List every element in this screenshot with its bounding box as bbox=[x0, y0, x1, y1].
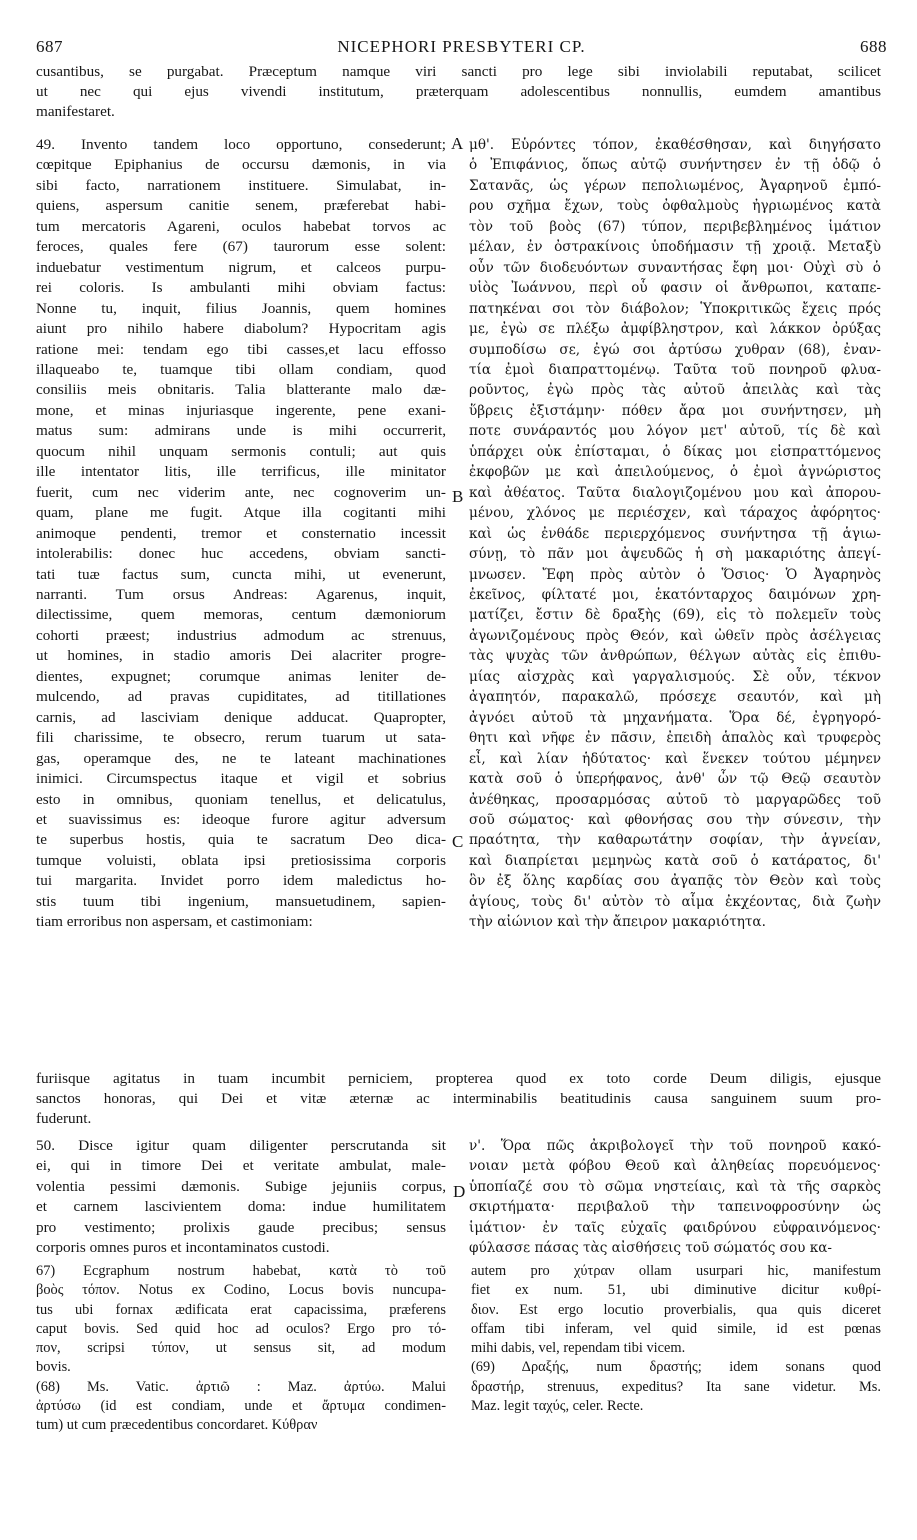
right-page-number: 688 bbox=[860, 37, 887, 56]
text-line: ρου σχῆμα ἔχων, τοὺς ὀφθαλμοὺς ἠγριωμένος κατὰ bbox=[469, 198, 881, 215]
text-line: βοὸς τόπον. Notus ex Codino, Locus bovis nuncupa- bbox=[36, 1282, 446, 1299]
bridging-paragraph bbox=[36, 1069, 881, 1130]
text-line: ἀγνόει αὐτοῦ τὰ μηχανήματα. Ὅρα δέ, ἐγρηγορό- bbox=[469, 709, 881, 726]
text-line: με, ἐγὼ σε πλέξω ἀμφίβληστρον, καὶ λάκκον ὀρύξας bbox=[469, 321, 881, 338]
text-line: ὑποπίαζέ σου τὸ σῶμα νηστείαις, καὶ τὰ τῆς σαρκὸς bbox=[469, 1178, 881, 1195]
text-line: πον, scripsi τύπον, ut sensus sit, ad modum bbox=[36, 1340, 446, 1357]
text-line: tumque voluisti, oblata ipsi pretiosissima corporis bbox=[36, 851, 446, 869]
text-line: consiliis meis obnitaris. Talia blatterante malo dæ- bbox=[36, 381, 446, 399]
text-line: tus ubi fornax ædificata erat capacissima, præferens bbox=[36, 1301, 446, 1318]
running-title: NICEPHORI PRESBYTERI CP. bbox=[337, 37, 586, 56]
text-line: τὰς ψυχὰς τῶν ἀνθρώπων, θέλγων αὐτὰς εἰς ἐπιθυ- bbox=[469, 648, 881, 665]
text-line: tum mercatoris Agareni, oculos habebat torvos ac bbox=[36, 217, 446, 235]
text-line: offam tibi inferam, vel quid simile, id est pœnas bbox=[471, 1320, 881, 1337]
intro-paragraph bbox=[36, 62, 881, 123]
text-line: 50. Disce igitur quam diligenter perscrutanda sit bbox=[36, 1137, 446, 1154]
greek-column-section-50 bbox=[469, 1136, 881, 1259]
margin-letter-d: D bbox=[453, 1182, 466, 1201]
text-line: καὶ ἀθέατος. Ταῦτα διαλογιζομένου μου καὶ ἀπορου- bbox=[469, 484, 881, 501]
text-line: ut homines, in stadio amoris Dei alacriter progre- bbox=[36, 647, 446, 665]
text-line: sibi facto, narrationem instituere. Simulabat, in- bbox=[36, 176, 446, 194]
text-line: Maz. legit ταχύς, celer. Recte. bbox=[471, 1398, 644, 1415]
text-line: ἱμάτιον· ἐν ταῖς εὐχαῖς φαιδρύνου εὐφραινόμενος· bbox=[469, 1219, 881, 1236]
text-line: aiunt pro nihilo habere diabolum? Hypocritam agis bbox=[36, 320, 446, 338]
text-line: ποτε συνάραντός μου λόγον μετ' αὐτοῦ, τίς δὲ καὶ bbox=[469, 423, 881, 440]
text-line: corporis omnes puros et incontaminatos custodi. bbox=[36, 1239, 330, 1257]
text-line: induebatur vestimentum nigrum, et calceos purpu- bbox=[36, 258, 446, 276]
text-line: ὁ Ἐπιφάνιος, ὅπως αὐτῷ συνήντησεν ἐν τῇ ὁδῷ ὁ bbox=[469, 157, 881, 174]
text-line: ille intentator litis, ille terrificus, ille minitator bbox=[36, 463, 446, 481]
text-line: quocum nihil unquam sermonis contuli; aut quis bbox=[36, 442, 446, 460]
text-line: gas, operamque des, ne te lateant machinationes bbox=[36, 749, 446, 767]
text-line: μνωσεν. Ἔφη πρὸς αὐτὸν ὁ Ὅσιος· Ὁ Ἀγαρηνὸς bbox=[469, 566, 881, 583]
text-line: manifestaret. bbox=[36, 103, 115, 121]
text-line: cœpitque Epiphanius de occursu dæmonis, in via bbox=[36, 156, 446, 174]
text-line: πατηκέναι σοι τὸν διάβολον; Ὑποκριτικῶς ἔχεις πρός bbox=[469, 300, 881, 317]
text-line: ροῦντος, ἐγὼ πρὸς τὰς αὐτοῦ ἀπειλὰς καὶ τὰς bbox=[469, 382, 881, 399]
text-line: fuderunt. bbox=[36, 1110, 92, 1128]
text-line: quam, plane me fugit. Atque illa cogitanti mihi bbox=[36, 504, 446, 522]
text-line: tui margarita. Invidet porro idem maledictus ho- bbox=[36, 872, 446, 890]
text-line: et suavissimus es: ideoque furore agitur adversum bbox=[36, 810, 446, 828]
text-line: fiet ex num. 51, ubi diminutive dicitur κυθρί- bbox=[471, 1282, 881, 1299]
text-line: te superbus hostis, quia te sacratum Deo dica- bbox=[36, 831, 446, 849]
text-line: εἶ, καὶ λίαν ἡδύτατος· καὶ ἕνεκεν τούτου μέμηνεν bbox=[469, 750, 881, 767]
text-line: μίας αἰσχρὰς καὶ γαργαλισμούς. Σὲ οὖν, τέκνον bbox=[469, 668, 881, 685]
text-line: narranti. Tum orsus Andreas: Agarenus, inquit, bbox=[36, 585, 446, 603]
text-line: ὃν ἐξ ὅλης καρδίας σου ἀγαπᾷς τὸν Θεὸν καὶ τοὺς bbox=[469, 873, 881, 890]
text-line: (69) Δραξής, num δραστής; idem sonans quod bbox=[471, 1359, 881, 1376]
text-line: τὴν αἰώνιον καὶ τὴν ἄπειρον μακαριότητα. bbox=[469, 914, 766, 931]
text-line: οὖν τῶν διοδευόντων συναντήσας ἔφη μοι· Οὐχὶ σὺ ὁ bbox=[469, 259, 881, 276]
text-line: ἐκφοβῶν με καὶ ἀπειλούμενος, ὁ ἐμοὶ ἀγνώριστος bbox=[469, 464, 881, 481]
text-line: Σατανᾶς, ὡς γέρων πεπολιωμένος, Ἀγαρηνοῦ ἐμπό- bbox=[469, 177, 881, 194]
text-line: ἀγαπητόν, παρακαλῶ, πρόσεχε σεαυτόν, καὶ μὴ bbox=[469, 689, 881, 706]
text-line: fuerit, cum nec viderim ante, nec cognoverim un- bbox=[36, 483, 446, 501]
text-line: σύνῃ, τὸ πᾶν μοι ἀψευδῶς ἡ σὴ μακαριότης ἀπεγί- bbox=[469, 546, 881, 563]
text-line: δραστήρ, strenuus, expeditus? Ita sane videtur. Ms. bbox=[471, 1378, 881, 1395]
text-line: matus sum: admirans unde is mihi occurrerit, bbox=[36, 422, 446, 440]
text-line: cusantibus, se purgabat. Præceptum namque viri sancti pro lege sibi inviolabili reputabat, scilicet bbox=[36, 63, 881, 80]
text-line: 49. Invento tandem loco opportuno, consederunt; bbox=[36, 136, 446, 153]
text-line: μέλαν, ἐν ὀστρακίνοις ὑποδήμασιν τῇ χροιᾷ. Μεταξὺ bbox=[469, 239, 881, 256]
text-line: mone, et minas injuriasque ingerente, pene exani- bbox=[36, 401, 446, 419]
text-line: pro vestimento; prolixis gaude precibus; sensus bbox=[36, 1218, 446, 1236]
text-line: esto in omnibus, quoniam tenellus, et delicatulus, bbox=[36, 790, 446, 808]
text-line: πραότητα, τὴν καθαρωτάτην σοφίαν, τὴν ἁγνείαν, bbox=[469, 832, 881, 849]
text-line: καὶ διαπρίεται μεμηνὼς κατὰ σοῦ ὁ κατάρατος, δι' bbox=[469, 852, 881, 869]
text-line: ratione mei: tendam ego tibi casses,et lacu effosso bbox=[36, 340, 446, 358]
text-line: tum) ut cum præcedentibus concordaret. Κύθραν bbox=[36, 1417, 318, 1434]
text-line: μθ'. Εὑρόντες τόπον, ἐκαθέσθησαν, καὶ διηγήσατο bbox=[469, 137, 881, 153]
greek-column-section-49 bbox=[469, 135, 881, 933]
text-line: ὕβρεις ἐξιστάμην· πόθεν ἄρα μοι συνήντησεν, μὴ bbox=[469, 402, 881, 419]
text-line: νοιαν μετὰ φόβου Θεοῦ καὶ ἀληθείας πορευόμενος· bbox=[469, 1158, 881, 1175]
latin-column-section-49 bbox=[36, 135, 446, 933]
text-line: sanctos honoras, qui Dei et vitæ æternæ ac interminabilis beatitudinis causa sanguinem suum pro- bbox=[36, 1090, 881, 1108]
running-header bbox=[36, 37, 887, 57]
text-line: σοῦ σώματος· καὶ φθονήσας σου τὴν σύνεσιν, τὴν bbox=[469, 811, 881, 828]
text-line: mulcendo, ad pravas cupiditates, ad titillationes bbox=[36, 688, 446, 706]
text-line: 67) Ecgraphum nostrum habebat, κατὰ τὸ τοῦ bbox=[36, 1263, 446, 1279]
text-line: fili charissime, te obsecro, rerum tuarum ut sata- bbox=[36, 729, 446, 747]
text-line: σκιρτήματα· περιβαλοῦ τὴν ταπεινοφροσύνην ὡς bbox=[469, 1199, 881, 1216]
text-line: carnis, ad lasciviam denique adducat. Quapropter, bbox=[36, 708, 446, 726]
text-line: mihi dabis, vel, rependam tibi vicem. bbox=[471, 1340, 686, 1357]
left-page-number: 687 bbox=[36, 37, 63, 56]
text-line: tiam erroribus non aspersam, et castimoniam: bbox=[36, 913, 313, 931]
text-line: tati tuæ factus sum, cuncta mihi, ut evenerunt, bbox=[36, 565, 446, 583]
text-line: ἀνέθηκας, προσαρμόσας αὐτοῦ τὸ μαργαρῶδες τοῦ bbox=[469, 791, 881, 808]
text-line: et carnem lascivientem doma: indue humilitatem bbox=[36, 1198, 446, 1216]
margin-letter-c: C bbox=[452, 832, 464, 851]
text-line: καὶ ὡς ἐνθάδε περιερχόμενος συνήντησα τῇ ἁγιω- bbox=[469, 525, 881, 542]
text-line: furiisque agitatus in tuam incumbit perniciem, propterea quod ex toto corde Deum diligis, ejusque bbox=[36, 1070, 881, 1087]
text-line: inimici. Circumspectus itaque et vigil et sobrius bbox=[36, 770, 446, 788]
text-line: (68) Ms. Vatic. ἀρτιῶ : Maz. ἀρτύω. Malui bbox=[36, 1378, 446, 1395]
text-line: ἀρτύσω (id est condiam, unde et ἄρτυμα condimen- bbox=[36, 1398, 446, 1415]
text-line: ut nec qui ejus vivendi institutum, præterquam adolescentibus nonnullis, eumdem amantibus bbox=[36, 83, 881, 101]
text-line: illaqueabo te, tuamque tibi ollam condiam, quod bbox=[36, 360, 446, 378]
text-line: caput bovis. Sed quid hoc ad oculos? Ergo pro τό- bbox=[36, 1320, 446, 1337]
text-line: υἱὸς Ἰωάννου, περὶ οὗ φασιν οἱ ἄνθρωποι, καταπε- bbox=[469, 280, 881, 297]
text-line: τία ἐμοὶ διαπραττομένῳ. Ταῦτα τοῦ πονηροῦ φλυα- bbox=[469, 361, 881, 378]
text-line: ἀγωνιζομένους πρὸς Θεόν, καὶ ὠθεῖν πρὸς ἀσέλγειας bbox=[469, 627, 881, 644]
text-line: τὸν τοῦ βοὸς (67) τύπον, περιβεβλημένος ἱμάτιον bbox=[469, 218, 881, 235]
text-line: autem pro χύτραν ollam usurpari hic, manifestum bbox=[471, 1263, 881, 1279]
text-line: ἐκεῖνος, φίλτατέ μοι, ἑκατόνταρχος δαιμόνων χρη- bbox=[469, 586, 881, 603]
text-line: φύλασσε πάσας τὰς αἰσθήσεις τοῦ σώματός σου κα- bbox=[469, 1240, 832, 1257]
text-line: feroces, quales fere (67) taurorum esse solent: bbox=[36, 238, 446, 256]
text-line: συμποδίσω σε, ἐγώ σοι ἀρτύσω χυθραν (68), ἐναν- bbox=[469, 341, 881, 358]
text-line: κατὰ σοῦ ὁ ὑπερήφανος, ἀνθ' ὧν τῷ Θεῷ σεαυτὸν bbox=[469, 771, 881, 788]
text-line: intolerabilis: donec huc accedens, obviam sancti- bbox=[36, 545, 446, 563]
text-line: ὑπάρχει οὐκ ἐπίσταμαι, ὁ δίκας μοι εἰσπραττόμενος bbox=[469, 443, 881, 460]
text-line: ei, qui in timore Dei et veritate ambulat, male- bbox=[36, 1157, 446, 1175]
text-line: ἁγίους, τοὺς δι' αὐτὸν τὸ αἷμα ἐκχέοντας, διὰ ζωὴν bbox=[469, 893, 881, 910]
footnotes-right bbox=[471, 1262, 881, 1416]
latin-column-section-50 bbox=[36, 1136, 446, 1259]
text-line: dilectissime, quem memoras, centum dæmoniorum bbox=[36, 606, 446, 624]
margin-letter-b: B bbox=[452, 487, 464, 506]
text-line: μένου, χλόνος με περιέσχεν, καὶ τάραχος ἀφόρητος· bbox=[469, 505, 881, 522]
text-line: volentia pessimi dæmonis. Subige jejuniis corpus, bbox=[36, 1177, 446, 1195]
text-line: θητι καὶ νῆφε ἐν πᾶσιν, ἐπειδὴ ἁπαλὸς καὶ τρυφερὸς bbox=[469, 730, 881, 747]
text-line: rei coloris. Is ambulanti mihi obviam factus: bbox=[36, 279, 446, 297]
text-line: animoque pendenti, tremor et consternatio incessit bbox=[36, 524, 446, 542]
text-line: bovis. bbox=[36, 1359, 71, 1376]
text-line: ν'. Ὅρα πῶς ἀκριβολογεῖ τὴν τοῦ πονηροῦ κακό- bbox=[469, 1138, 881, 1154]
text-line: Nonne tu, inquit, filius Joannis, quem homines bbox=[36, 299, 446, 317]
text-line: stis tuum tibi ingenium, mansuetudinem, sapien- bbox=[36, 892, 446, 910]
footnotes-left bbox=[36, 1262, 446, 1436]
text-line: διον. Est ergo locutio proverbialis, qua quis diceret bbox=[471, 1301, 881, 1318]
text-line: cohorti præest; industrius admodum ac strenuus, bbox=[36, 626, 446, 644]
text-line: quiens, aspersum canitie senem, præferebat habi- bbox=[36, 197, 446, 215]
text-line: ματίζει, ἔστιν δὲ δραξὴς (69), εἰς τὸ πολεμεῖν τοὺς bbox=[469, 607, 881, 624]
margin-letter-a: A bbox=[451, 134, 464, 153]
text-line: dientes, expugnet; corumque animas leniter de- bbox=[36, 667, 446, 685]
